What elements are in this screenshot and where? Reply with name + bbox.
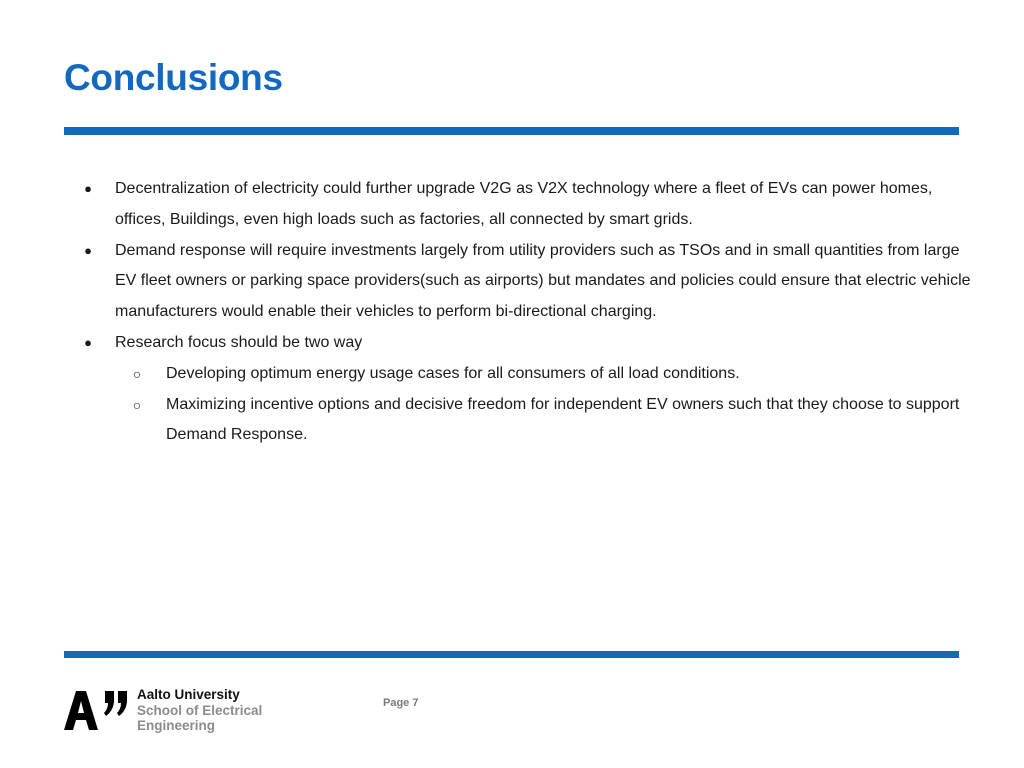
logo-line-department: Engineering [137,718,216,733]
bullet-item [0,328,1024,359]
sub-bullet-text: Maximizing incentive options and decisive freedom for independent EV owners such that they choose to support Demand Response. [166,395,960,444]
bullet-text: Demand response will require investments largely from utility providers such as TSOs and in small quantities from large EV fleet owners or parking space providers(such as airports) but mandates and policies could ensure that electric vehicle manufacturers would enable their vehicles to perform bi-directional charging. [115,241,971,321]
aalto-logo-text [137,687,262,734]
logo-line-school: School of Electrical [137,702,263,718]
sub-bullet-item [0,390,1024,452]
sub-bullet-marker: ○ [132,365,142,382]
bullet-item [0,236,1024,328]
logo-line-university: Aalto University [137,687,240,702]
sub-bullet-item [0,359,1024,390]
sub-bullet-marker: ○ [132,396,142,413]
slide-title: Conclusions [64,57,283,98]
top-divider [64,127,959,135]
aalto-logo-mark-icon [63,688,133,732]
page-number: Page 7 [383,697,419,709]
bullet-marker: ● [84,181,92,196]
bullet-marker: ● [84,334,92,350]
bottom-divider [64,651,959,658]
bullet-text: Research focus should be two way [115,333,363,351]
bullet-marker: ● [84,242,92,258]
bullet-item [0,174,1024,236]
aalto-logo [63,688,283,736]
sub-bullet-text: Developing optimum energy usage cases for all consumers of all load conditions. [166,364,740,382]
bullet-text: Decentralization of electricity could further upgrade V2G as V2X technology where a fleet of EVs can power homes, offices, Buildings, even high loads such as factories, all connected by smart grids. [115,180,933,228]
bullet-list [0,174,1024,451]
